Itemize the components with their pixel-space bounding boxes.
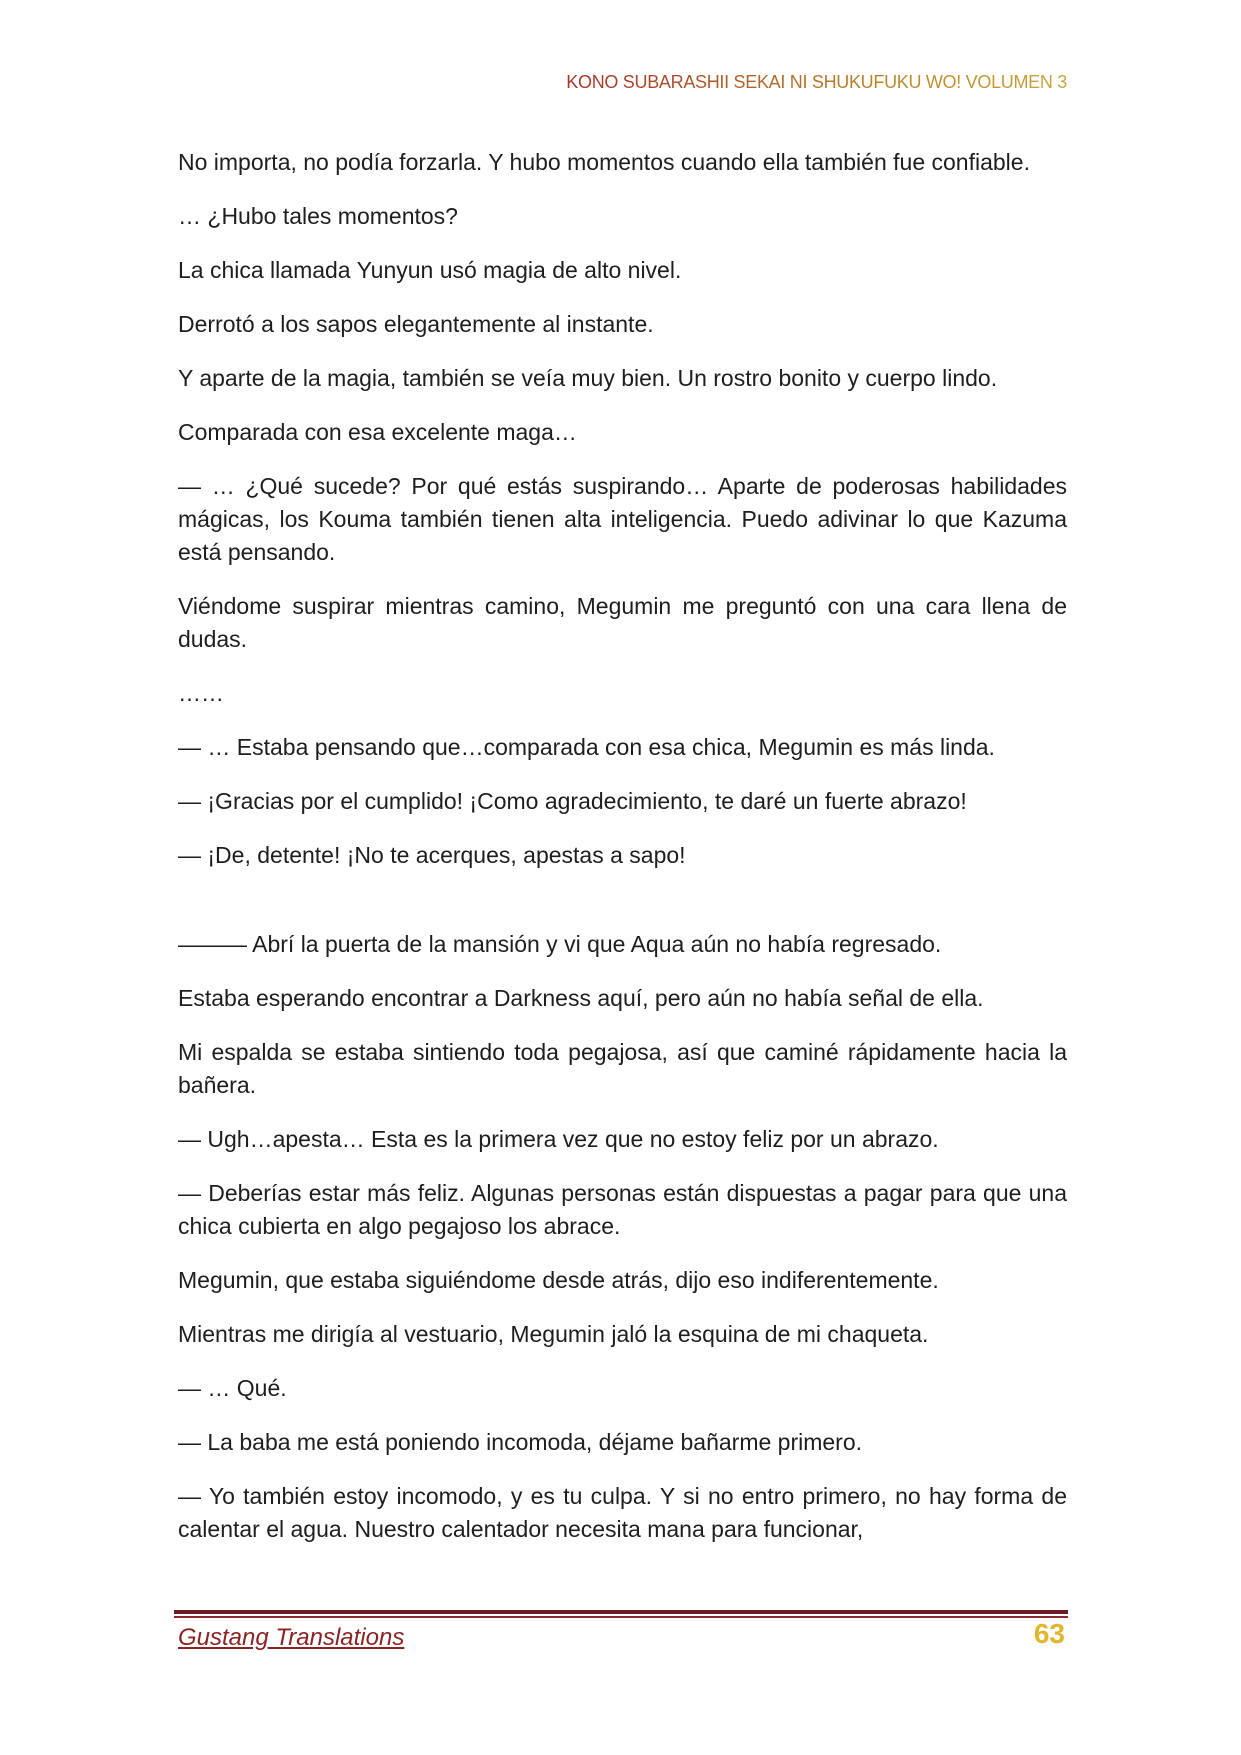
paragraph: Comparada con esa excelente maga…: [178, 419, 577, 445]
paragraph: — Deberías estar más feliz. Algunas personas están dispuestas a pagar para que una chica cubierta en algo pegajoso los abrace.: [178, 1180, 1067, 1239]
running-header: KONO SUBARASHII SEKAI NI SHUKUFUKU WO! VOLUMEN 3: [178, 72, 1067, 93]
paragraph: ——— Abrí la puerta de la mansión y vi que Aqua aún no había regresado.: [178, 931, 942, 957]
translator-credit: Gustang Translations: [178, 1624, 405, 1651]
paragraph: — Yo también estoy incomodo, y es tu culpa. Y si no entro primero, no hay forma de calentar el agua. Nuestro calentador necesita mana para funcionar,: [178, 1483, 1067, 1542]
footer-divider: [174, 1610, 1068, 1618]
paragraph: No importa, no podía forzarla. Y hubo momentos cuando ella también fue confiable.: [178, 149, 1030, 175]
footer-divider-thin: [174, 1616, 1068, 1618]
paragraph: — … ¿Qué sucede? Por qué estás suspirando… Aparte de poderosas habilidades mágicas, los Kouma también tienen alta inteligencia. Puedo adivinar lo que Kazuma está pensando.: [178, 473, 1067, 565]
paragraph: — La baba me está poniendo incomoda, déjame bañarme primero.: [178, 1429, 863, 1455]
paragraph: Viéndome suspirar mientras camino, Megumin me preguntó con una cara llena de dudas.: [178, 593, 1067, 652]
paragraph: … ¿Hubo tales momentos?: [178, 203, 458, 229]
paragraph: Y aparte de la magia, también se veía muy bien. Un rostro bonito y cuerpo lindo.: [178, 365, 998, 391]
paragraph: Mientras me dirigía al vestuario, Megumin jaló la esquina de mi chaqueta.: [178, 1321, 929, 1347]
paragraph: — … Estaba pensando que…comparada con esa chica, Megumin es más linda.: [178, 734, 995, 760]
page-body: [178, 146, 1067, 1567]
paragraph: — ¡De, detente! ¡No te acerques, apestas a sapo!: [178, 842, 686, 868]
paragraph: — Ugh…apesta… Esta es la primera vez que no estoy feliz por un abrazo.: [178, 1126, 939, 1152]
paragraph: — ¡Gracias por el cumplido! ¡Como agradecimiento, te daré un fuerte abrazo!: [178, 788, 967, 814]
paragraph: ……: [178, 680, 224, 706]
paragraph: Estaba esperando encontrar a Darkness aquí, pero aún no había señal de ella.: [178, 985, 984, 1011]
page-number: 63: [1033, 1618, 1065, 1649]
paragraph: La chica llamada Yunyun usó magia de alto nivel.: [178, 257, 682, 283]
paragraph: — … Qué.: [178, 1375, 287, 1401]
paragraph: Megumin, que estaba siguiéndome desde atrás, dijo eso indiferentemente.: [178, 1267, 939, 1293]
paragraph: Derrotó a los sapos elegantemente al instante.: [178, 311, 654, 337]
paragraph: Mi espalda se estaba sintiendo toda pegajosa, así que caminé rápidamente hacia la bañera.: [178, 1039, 1067, 1098]
